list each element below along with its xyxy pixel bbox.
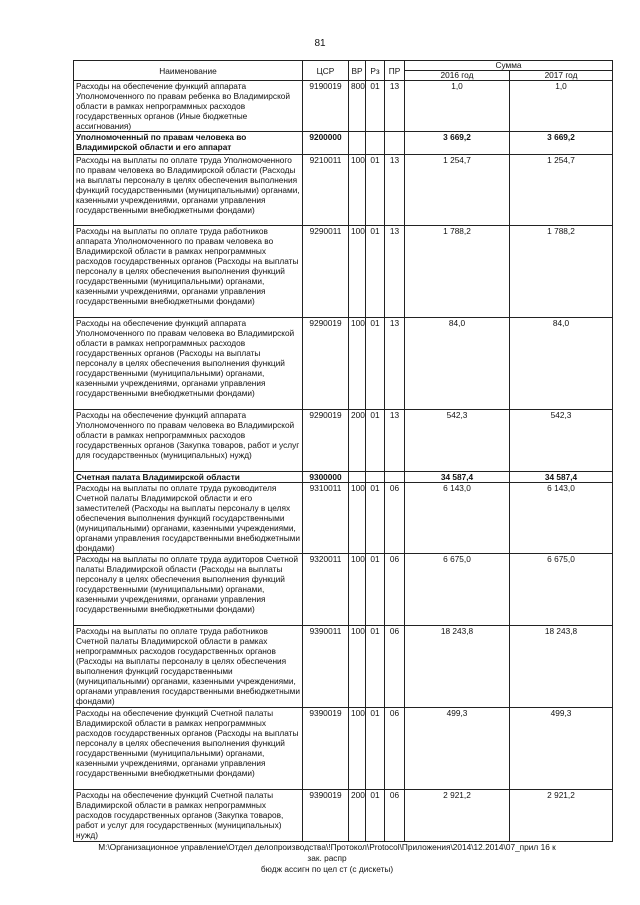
cell-vr: 800: [349, 81, 366, 132]
cell-name: Расходы на выплаты по оплате труда Уполномоченного по правам человека во Владимирской области (Расходы на выплаты персоналу в целях обеспечения выполнения функций государственными (муниципальными) органами, казенными учреждениями, органами управления государственными внебюджетными фондами): [74, 155, 303, 226]
cell-sum-2017: 6 143,0: [510, 483, 613, 554]
header-vr: ВР: [349, 61, 366, 81]
cell-rz: [366, 132, 385, 155]
cell-name: Счетная палата Владимирской области: [74, 472, 303, 483]
cell-rz: [366, 472, 385, 483]
cell-sum-2016: 6 143,0: [405, 483, 510, 554]
cell-sum-2017: 6 675,0: [510, 554, 613, 626]
cell-sum-2016: 542,3: [405, 410, 510, 472]
table-row: [74, 472, 613, 483]
table-row: [74, 790, 613, 842]
cell-csr: 9320011: [303, 554, 349, 626]
cell-pr: 13: [385, 318, 405, 410]
table-row: [74, 81, 613, 132]
cell-sum-2016: 34 587,4: [405, 472, 510, 483]
cell-csr: 9390019: [303, 790, 349, 842]
table-row: [74, 132, 613, 155]
cell-csr: 9310011: [303, 483, 349, 554]
cell-name: Расходы на выплаты по оплате труда работников Счетной палаты Владимирской области в рамках непрограммных расходов государственных органов (Расходы на выплаты персоналу в целях обеспечения выполнения функций государственными (муниципальными) органами, казенными учреждениями, органами управления государственными внебюджетными фондами): [74, 626, 303, 708]
cell-csr: 9290019: [303, 318, 349, 410]
table-body: [74, 81, 613, 842]
header-rz: Рз: [366, 61, 385, 81]
cell-pr: 13: [385, 226, 405, 318]
cell-sum-2017: 34 587,4: [510, 472, 613, 483]
cell-vr: 100: [349, 708, 366, 790]
table-row: [74, 626, 613, 708]
footer-line-1: M:\Организационное управление\Отдел делопроизводства\!Протокол\Protocol\Приложения\2014\12.2014\07_прил 16 к зак. распр: [98, 842, 556, 863]
cell-sum-2017: 3 669,2: [510, 132, 613, 155]
cell-name: Расходы на обеспечение функций аппарата Уполномоченного по правам человека во Владимирской области в рамках непрограммных расходов государственных органов (Расходы на выплаты персоналу в целях обеспечения выполнения функций государственными (муниципальными) органами, казенными учреждениями, органами управления государственными внебюджетными фондами): [74, 318, 303, 410]
cell-csr: 9390011: [303, 626, 349, 708]
cell-csr: 9290019: [303, 410, 349, 472]
table-row: [74, 318, 613, 410]
cell-vr: 200: [349, 790, 366, 842]
cell-rz: 01: [366, 626, 385, 708]
header-pr: ПР: [385, 61, 405, 81]
cell-rz: 01: [366, 790, 385, 842]
cell-pr: 13: [385, 81, 405, 132]
cell-vr: [349, 132, 366, 155]
cell-rz: 01: [366, 226, 385, 318]
cell-name: Расходы на выплаты по оплате труда руководителя Счетной палаты Владимирской области и его заместителей (Расходы на выплаты персоналу в целях обеспечения выполнения функций государственными (муниципальными) органами, казенными учреждениями, органами управления государственными внебюджетными фондами): [74, 483, 303, 554]
table-row: [74, 708, 613, 790]
cell-rz: 01: [366, 410, 385, 472]
cell-name: Расходы на обеспечение функций Счетной палаты Владимирской области в рамках непрограммных расходов государственных органов (Закупка товаров, работ и услуг для государственных (муниципальных) нужд): [74, 790, 303, 842]
cell-sum-2016: 6 675,0: [405, 554, 510, 626]
cell-sum-2016: 2 921,2: [405, 790, 510, 842]
cell-rz: 01: [366, 554, 385, 626]
cell-sum-2017: 84,0: [510, 318, 613, 410]
cell-vr: [349, 472, 366, 483]
cell-pr: 06: [385, 708, 405, 790]
cell-name: Уполномоченный по правам человека во Владимирской области и его аппарат: [74, 132, 303, 155]
cell-vr: 100: [349, 483, 366, 554]
file-path-footer: [92, 842, 562, 875]
cell-pr: 06: [385, 790, 405, 842]
table-row: [74, 410, 613, 472]
budget-table: [73, 60, 613, 842]
cell-sum-2016: 1,0: [405, 81, 510, 132]
cell-rz: 01: [366, 155, 385, 226]
cell-rz: 01: [366, 81, 385, 132]
cell-rz: 01: [366, 483, 385, 554]
cell-sum-2017: 1 254,7: [510, 155, 613, 226]
page-number: 81: [314, 38, 326, 49]
cell-csr: 9200000: [303, 132, 349, 155]
cell-pr: 13: [385, 155, 405, 226]
cell-csr: 9210011: [303, 155, 349, 226]
header-year-2017: 2017 год: [510, 71, 613, 81]
header-year-2016: 2016 год: [405, 71, 510, 81]
cell-rz: 01: [366, 708, 385, 790]
cell-vr: 100: [349, 226, 366, 318]
cell-sum-2017: 18 243,8: [510, 626, 613, 708]
cell-sum-2016: 1 788,2: [405, 226, 510, 318]
cell-pr: [385, 472, 405, 483]
header-sum: Сумма: [405, 61, 613, 71]
cell-pr: [385, 132, 405, 155]
cell-pr: 13: [385, 410, 405, 472]
cell-vr: 100: [349, 155, 366, 226]
cell-sum-2016: 84,0: [405, 318, 510, 410]
cell-csr: 9300000: [303, 472, 349, 483]
cell-pr: 06: [385, 626, 405, 708]
table-row: [74, 226, 613, 318]
cell-sum-2016: 18 243,8: [405, 626, 510, 708]
header-csr: ЦСР: [303, 61, 349, 81]
cell-name: Расходы на выплаты по оплате труда работников аппарата Уполномоченного по правам человека во Владимирской области в рамках непрограммных расходов государственных органов (Расходы на выплаты персоналу в целях обеспечения выполнения функций государственными (муниципальными) органами, казенными учреждениями, органами управления государственными внебюджетными фондами): [74, 226, 303, 318]
footer-line-2: бюдж ассигн по цел ст (с дискеты): [260, 864, 394, 874]
cell-sum-2017: 1 788,2: [510, 226, 613, 318]
cell-pr: 06: [385, 483, 405, 554]
cell-name: Расходы на обеспечение функций аппарата Уполномоченного по правам человека во Владимирской области в рамках непрограммных расходов государственных органов (Закупка товаров, работ и услуг для государственных (муниципальных) нужд): [74, 410, 303, 472]
cell-sum-2017: 2 921,2: [510, 790, 613, 842]
cell-sum-2016: 1 254,7: [405, 155, 510, 226]
cell-sum-2017: 542,3: [510, 410, 613, 472]
cell-sum-2016: 499,3: [405, 708, 510, 790]
cell-pr: 06: [385, 554, 405, 626]
header-name: Наименование: [74, 61, 303, 81]
table-row: [74, 483, 613, 554]
cell-vr: 100: [349, 626, 366, 708]
cell-sum-2017: 499,3: [510, 708, 613, 790]
cell-name: Расходы на обеспечение функций аппарата Уполномоченного по правам ребенка во Владимирской области в рамках непрограммных расходов государственных органов (Иные бюджетные ассигнования): [74, 81, 303, 132]
cell-name: Расходы на обеспечение функций Счетной палаты Владимирской области в рамках непрограммных расходов государственных органов (Расходы на выплаты персоналу в целях обеспечения выполнения функций государственными (муниципальными) органами, казенными учреждениями, органами управления государственными внебюджетными фондами): [74, 708, 303, 790]
cell-vr: 100: [349, 318, 366, 410]
table-row: [74, 554, 613, 626]
cell-sum-2016: 3 669,2: [405, 132, 510, 155]
table-row: [74, 155, 613, 226]
cell-csr: 9190019: [303, 81, 349, 132]
cell-rz: 01: [366, 318, 385, 410]
cell-vr: 100: [349, 554, 366, 626]
cell-vr: 200: [349, 410, 366, 472]
cell-csr: 9390019: [303, 708, 349, 790]
cell-name: Расходы на выплаты по оплате труда аудиторов Счетной палаты Владимирской области (Расходы на выплаты персоналу в целях обеспечения выполнения функций государственными (муниципальными) органами, казенными учреждениями, органами управления государственными внебюджетными фондами): [74, 554, 303, 626]
cell-csr: 9290011: [303, 226, 349, 318]
cell-sum-2017: 1,0: [510, 81, 613, 132]
